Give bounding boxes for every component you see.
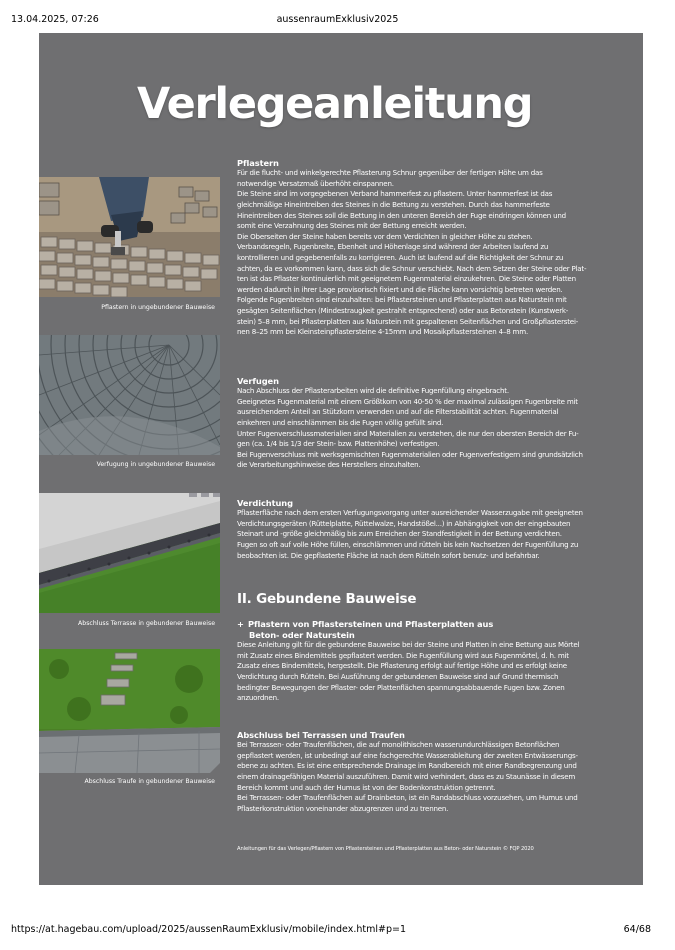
section-title: Pflastern [237,158,279,168]
text-line: bedingter Bewegungen der Pflaster- oder Plattenflächen spannungsabbauende Fugen bzw. Zonen [237,682,565,692]
text-line: notwendige Versatzmaß überhöht einspannen. [237,178,394,188]
text-line: Fugen so oft auf volle Höhe füllen, einschlämmen und rütteln bis kein Nachsetzen der Fugenfüllung zu [237,540,579,550]
brochure-page [39,33,643,885]
section-body [237,640,625,704]
text-line: kontrollieren und gegebenenfalls zu korrigieren. Auch ist laufend auf die Richtigkeit der Schnur zu [237,253,564,263]
bullet-title [237,630,625,641]
text-line: Verbandsregeln, Fugenbreite, Ebenheit und Höhenlage sind während der Arbeiten laufend zu [237,242,549,252]
section-body [237,740,625,814]
section-pflastern [237,158,625,338]
text-line: Diese Anleitung gilt für die gebundene Bauweise bei der Steine und Platten in eine Bettung aus Mörtel [237,640,580,650]
section-title: Verdichtung [237,498,293,508]
text-line: gleichmäßige Hineintreiben des Steines in die Bettung zu verstehen. Durch das hammerfeste [237,200,550,210]
text-line: Steinart und -größe gleichmäßig bis zum Erreichen der Standfestigkeit in der Bettung verdichten. [237,529,562,539]
text-line: ten ist das Pflaster kontinuierlich mit geeignetem Fugenmaterial einzukehren. Die Steine oder Platten [237,274,576,284]
text-line: achten, da es vorkommen kann, dass sich die Schnur verschiebt. Nach dem Setzen der Steine oder Plat- [237,263,587,273]
text-line: Bereich kommt und auch der Humus ist von der Bodenkonstruktion getrennt. [237,782,496,792]
text-line: Nach Abschluss der Pflasterarbeiten wird die definitive Fugenfüllung eingebracht. [237,386,509,396]
section-title: Abschluss bei Terrassen und Traufen [237,730,405,740]
photo-eaves-edge [39,649,220,773]
print-datetime: 13.04.2025, 07:26 [11,14,99,25]
text-line: werden dadurch in ihrer Lage provisorisch fixiert und die Fläche kann vorsichtig betreten werden. [237,284,563,294]
text-line: einem drainagefähigen Material auszuführen. Damit wird verhindert, dass es zu Staunässe in diesem [237,772,576,782]
copyright-footnote: Anleitungen für das Verlegen/Pflastern von Pflastersteinen und Pflasterplatten aus Beton- oder Naturstein © FQP 2020 [237,846,534,852]
text-line: Geeignetes Fugenmaterial mit einem Größtkorn von 40-50 % der maximal zulässigen Fugenbreite mit [237,396,578,406]
section-gebunden [237,619,625,704]
photo-caption: Abschluss Traufe in gebundener Bauweise [84,778,215,785]
print-footer [0,924,675,938]
photo-caption: Abschluss Terrasse in gebundener Bauweise [78,620,215,627]
text-line: Verdichtung durch Rütteln. Bei Ausführung der gebundenen Bauweise sind auf Grund thermisch [237,671,559,681]
text-line: ebene zu achten. Es ist eine entsprechende Drainage im Randbereich mit einer Randbegrenzung und [237,761,577,771]
text-line: gepflastert werden, ist unbedingt auf eine fachgerechte Wasserableitung der zweiten Entwässerungs- [237,750,578,760]
text-line: Bei Fugenverschluss mit werksgemischten Fugenmaterialien oder Fugenverfestigern sind grundsätzlich [237,449,583,459]
text-line: Für die flucht- und winkelgerechte Pflasterung Schnur gegenüber der fertigen Höhe um das [237,168,543,178]
section-title: Verfugen [237,376,279,386]
bullet-title-line: Pflastern von Pflastersteinen und Pflasterplatten aus [248,619,494,629]
section-body [237,168,625,338]
text-line: Verdichtungsgeräten (Rüttelplatte, Rüttelwalze, Handstößel...) in Abhängigkeit von der eingebauten [237,518,571,528]
text-line: Die Steine sind im vorgegebenen Verband hammerfest zu pflastern. Unter hammerfest ist das [237,189,553,199]
text-line: gen (ca. 1/4 bis 1/3 der Stein- bzw. Plattenhöhe) verfestigen. [237,439,440,449]
text-line: Zusatz eines Bindemittels, hergestellt. Die Pflasterung erfolgt auf fertige Höhe und es erfolgt keine [237,661,567,671]
text-line: Bei Terrassen- oder Traufenflächen, die auf monolithischen wasserundurchlässigen Betonflächen [237,740,560,750]
text-line: somit eine Verzahnung des Steines mit der Bettung erreicht werden. [237,221,467,231]
photo-terrace-edge [39,493,220,613]
photo-caption: Verfugung in ungebundener Bauweise [96,461,215,468]
bullet-title-line: Beton- oder Naturstein [249,629,355,640]
print-header [0,14,675,28]
text-line: gesägten Seitenflächen (Mindestraugkeit gestrahlt entsprechend) oder aus Betonstein (Kunstwerk- [237,306,569,316]
plus-icon: + [237,619,244,629]
text-line: stein) 5–8 mm, bei Pflasterplatten aus Naturstein mit gespaltenen Seitenflächen und Großpflasterstei- [237,316,579,326]
section-body [237,386,625,471]
text-line: Hineintreiben des Steines soll die Bettung in den unteren Bereich der Fuge eindringen können und [237,210,566,220]
section-heading-gebundene-bauweise: II. Gebundene Bauweise [237,591,417,607]
text-line: Die Oberseiten der Steine haben bereits vor dem Verdichten in gleicher Höhe zu stehen. [237,231,533,241]
text-line: Folgende Fugenbreiten sind einzuhalten: bei Pflastersteinen und Pflasterplatten aus Naturstein mit [237,295,567,305]
text-line: nen 8–25 mm bei Kleinsteinpflastersteine 4-15mm und Mosaikpflastersteinen 4–8 mm. [237,327,528,337]
print-document-title: aussenraumExklusiv2025 [276,14,399,25]
section-abschluss [237,730,625,814]
text-line: Bei Terrassen- oder Traufenflächen auf Drainbeton, ist ein Randabschluss vorzusehen, um Humus und [237,793,578,803]
text-line: Unter Fugenverschlussmaterialien sind Materialien zu verstehen, die nur den obersten Bereich der Fu- [237,428,579,438]
photo-circular-paving [39,335,220,455]
print-page-counter: 64/68 [623,924,651,935]
photo-corner-mark [210,763,220,773]
section-verfugen [237,376,625,471]
text-line: mit Zusatz eines Bindemittels gepflastert werden. Die Fugenfüllung wird aus Fugenmörtel, d. h. mit [237,650,569,660]
section-verdichtung [237,498,625,561]
section-body [237,508,625,561]
text-line: die Verarbeitungshinweise des Herstellers einzuhalten. [237,460,421,470]
text-line: beobachten ist. Die gepflasterte Fläche ist nach dem Rütteln sofort benutz- und befahrbar. [237,550,540,560]
bullet-title [237,619,625,630]
page-title: Verlegeanleitung [137,79,533,129]
text-line: einkehren und einschlämmen bis die Fugen völlig gefüllt sind. [237,418,444,428]
text-line: Pflasterfläche nach dem ersten Verfugungsvorgang unter ausreichender Wasserzugabe mit geeigneten [237,508,583,518]
text-line: anzuordnen. [237,693,279,703]
photo-paving-worker [39,177,220,297]
print-url: https://at.hagebau.com/upload/2025/aussenRaumExklusiv/mobile/index.html#p=1 [11,924,407,935]
text-line: ausreichendem Anteil an Stützkorn verwenden und auf die Filterstabilität achten. Fugenmaterial [237,407,559,417]
photo-caption: Pflastern in ungebundener Bauweise [101,304,215,311]
text-line: Pflasterkonstruktion voneinander abzugrenzen und zu trennen. [237,803,449,813]
